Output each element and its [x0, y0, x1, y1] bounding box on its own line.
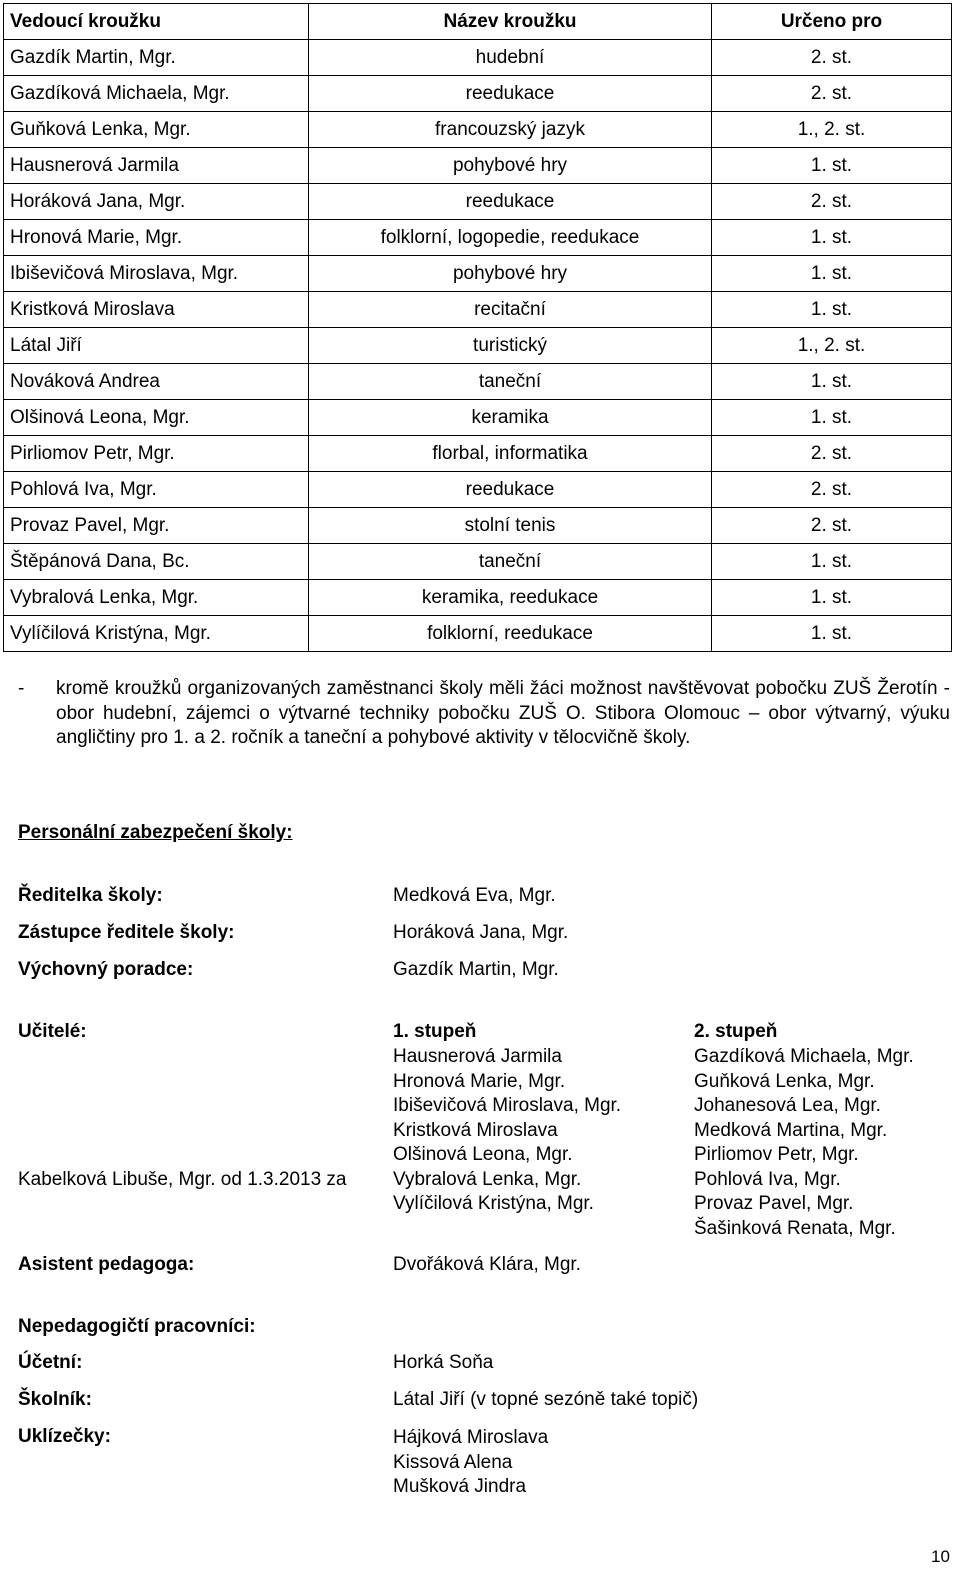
stage2-teacher: Johanesová Lea, Mgr. — [694, 1095, 881, 1116]
cleaner-name: Mušková Jindra — [393, 1476, 527, 1497]
cell-intended-for: 2. st. — [712, 436, 952, 472]
cell-intended-for: 2. st. — [712, 508, 952, 544]
cell-club-name: reedukace — [309, 472, 712, 508]
nonped-label: Nepedagogičtí pracovníci: — [18, 1316, 256, 1337]
header-intended-for: Určeno pro — [712, 4, 952, 40]
cell-leader: Vylíčilová Kristýna, Mgr. — [4, 616, 309, 652]
assistant-name: Dvořáková Klára, Mgr. — [393, 1254, 581, 1275]
table-row — [4, 112, 952, 148]
cleaner-name: Kissová Alena — [393, 1451, 513, 1473]
stage1-list — [393, 1045, 621, 1217]
table-row — [4, 256, 952, 292]
table-row — [4, 76, 952, 112]
cell-intended-for: 1. st. — [712, 220, 952, 256]
table-body — [4, 40, 952, 652]
table-row — [4, 400, 952, 436]
stage2-teacher: Gazdíková Michaela, Mgr. — [694, 1046, 914, 1067]
stage1-teacher: Vybralová Lenka, Mgr. — [393, 1168, 582, 1190]
assistant-label: Asistent pedagoga: — [18, 1254, 195, 1275]
cell-club-name: folklorní, logopedie, reedukace — [309, 220, 712, 256]
cell-club-name: taneční — [309, 364, 712, 400]
stage1-substitute-note: Kabelková Libuše, Mgr. od 1.3.2013 za — [18, 1169, 347, 1190]
table-row — [4, 436, 952, 472]
cell-leader: Guňková Lenka, Mgr. — [4, 112, 309, 148]
table-row — [4, 544, 952, 580]
table-row — [4, 184, 952, 220]
stage1-teacher: Kristková Miroslava — [393, 1119, 558, 1141]
counselor-name: Gazdík Martin, Mgr. — [393, 959, 559, 980]
cell-club-name: francouzský jazyk — [309, 112, 712, 148]
cell-leader: Ibiševičová Miroslava, Mgr. — [4, 256, 309, 292]
cell-intended-for: 2. st. — [712, 76, 952, 112]
cell-club-name: folklorní, reedukace — [309, 616, 712, 652]
cell-leader: Gazdíková Michaela, Mgr. — [4, 76, 309, 112]
cell-leader: Provaz Pavel, Mgr. — [4, 508, 309, 544]
note-dash: - — [18, 678, 25, 699]
stage2-teacher: Medková Martina, Mgr. — [694, 1119, 888, 1141]
cell-leader: Gazdík Martin, Mgr. — [4, 40, 309, 76]
table-row — [4, 580, 952, 616]
cell-leader: Štěpánová Dana, Bc. — [4, 544, 309, 580]
cell-leader: Olšinová Leona, Mgr. — [4, 400, 309, 436]
page-number: 10 — [931, 1547, 950, 1566]
cell-intended-for: 2. st. — [712, 184, 952, 220]
table-row — [4, 616, 952, 652]
table-row — [4, 508, 952, 544]
cell-club-name: keramika — [309, 400, 712, 436]
table-row — [4, 148, 952, 184]
cell-intended-for: 1. st. — [712, 580, 952, 616]
clubs-table — [3, 3, 952, 652]
cell-leader: Vybralová Lenka, Mgr. — [4, 580, 309, 616]
cell-leader: Hausnerová Jarmila — [4, 148, 309, 184]
stage1-teacher: Vylíčilová Kristýna, Mgr. — [393, 1193, 594, 1214]
note-text: kromě kroužků organizovaných zaměstnanci školy měli žáci možnost navštěvovat pobočku ZUŠ Žerotín - obor hudební, zájemci o výtvarné techniky pobočku ZUŠ O. Stibora Olomouc – obor výtvarný, výuku angličtiny pro 1. a 2. ročník a taneční a pohybové aktivity v tělocvičně školy. — [56, 678, 950, 748]
table-header-row — [4, 4, 952, 40]
stage2-teacher: Šašinková Renata, Mgr. — [694, 1217, 896, 1239]
accountant-name: Horká Soňa — [393, 1352, 494, 1373]
counselor-label: Výchovný poradce: — [18, 959, 194, 980]
table-row — [4, 220, 952, 256]
cleaners-list — [393, 1426, 548, 1500]
janitor-name: Látal Jiří (v topné sezóně také topič) — [393, 1389, 699, 1410]
table-row — [4, 292, 952, 328]
cleaner-name: Hájková Miroslava — [393, 1427, 549, 1448]
cell-intended-for: 1., 2. st. — [712, 328, 952, 364]
note-paragraph — [18, 677, 950, 751]
cell-club-name: turistický — [309, 328, 712, 364]
header-club-name: Název kroužku — [309, 4, 712, 40]
cell-leader: Hronová Marie, Mgr. — [4, 220, 309, 256]
cell-intended-for: 1. st. — [712, 544, 952, 580]
deputy-name: Horáková Jana, Mgr. — [393, 922, 569, 943]
stage2-teacher: Pirliomov Petr, Mgr. — [694, 1144, 859, 1165]
table-row — [4, 364, 952, 400]
clubs-table-wrap — [3, 3, 951, 652]
cell-leader: Pohlová Iva, Mgr. — [4, 472, 309, 508]
table-row — [4, 472, 952, 508]
stage1-teacher: Hronová Marie, Mgr. — [393, 1070, 566, 1092]
teachers-label: Učitelé: — [18, 1021, 87, 1042]
table-row — [4, 40, 952, 76]
cell-club-name: keramika, reedukace — [309, 580, 712, 616]
stage1-label: 1. stupeň — [393, 1021, 477, 1042]
stage1-teacher: Ibiševičová Miroslava, Mgr. — [393, 1095, 622, 1116]
cell-intended-for: 1. st. — [712, 400, 952, 436]
stage2-teacher: Guňková Lenka, Mgr. — [694, 1070, 875, 1092]
cell-intended-for: 1. st. — [712, 148, 952, 184]
cleaners-label: Uklízečky: — [18, 1426, 111, 1447]
staff-heading: Personální zabezpečení školy: — [18, 822, 293, 843]
cell-intended-for: 1. st. — [712, 292, 952, 328]
cell-leader: Pirliomov Petr, Mgr. — [4, 436, 309, 472]
director-name: Medková Eva, Mgr. — [393, 885, 556, 906]
cell-leader: Kristková Miroslava — [4, 292, 309, 328]
stage2-list — [694, 1045, 914, 1241]
table-row — [4, 328, 952, 364]
cell-club-name: florbal, informatika — [309, 436, 712, 472]
cell-club-name: recitační — [309, 292, 712, 328]
cell-club-name: pohybové hry — [309, 256, 712, 292]
cell-club-name: hudební — [309, 40, 712, 76]
cell-club-name: reedukace — [309, 76, 712, 112]
cell-club-name: taneční — [309, 544, 712, 580]
cell-leader: Horáková Jana, Mgr. — [4, 184, 309, 220]
cell-intended-for: 1. st. — [712, 256, 952, 292]
header-leader: Vedoucí kroužku — [4, 4, 309, 40]
director-label: Ředitelka školy: — [18, 885, 163, 906]
accountant-label: Účetní: — [18, 1352, 83, 1373]
cell-leader: Nováková Andrea — [4, 364, 309, 400]
stage1-teacher: Olšinová Leona, Mgr. — [393, 1144, 573, 1165]
stage2-teacher: Pohlová Iva, Mgr. — [694, 1168, 841, 1190]
janitor-label: Školník: — [18, 1389, 92, 1410]
cell-club-name: pohybové hry — [309, 148, 712, 184]
stage1-teacher: Hausnerová Jarmila — [393, 1046, 562, 1067]
cell-leader: Látal Jiří — [4, 328, 309, 364]
cell-intended-for: 1. st. — [712, 616, 952, 652]
cell-intended-for: 2. st. — [712, 40, 952, 76]
deputy-label: Zástupce ředitele školy: — [18, 922, 235, 943]
stage2-label: 2. stupeň — [694, 1021, 778, 1042]
cell-intended-for: 1., 2. st. — [712, 112, 952, 148]
cell-intended-for: 2. st. — [712, 472, 952, 508]
cell-club-name: reedukace — [309, 184, 712, 220]
stage2-teacher: Provaz Pavel, Mgr. — [694, 1193, 854, 1214]
cell-intended-for: 1. st. — [712, 364, 952, 400]
cell-club-name: stolní tenis — [309, 508, 712, 544]
